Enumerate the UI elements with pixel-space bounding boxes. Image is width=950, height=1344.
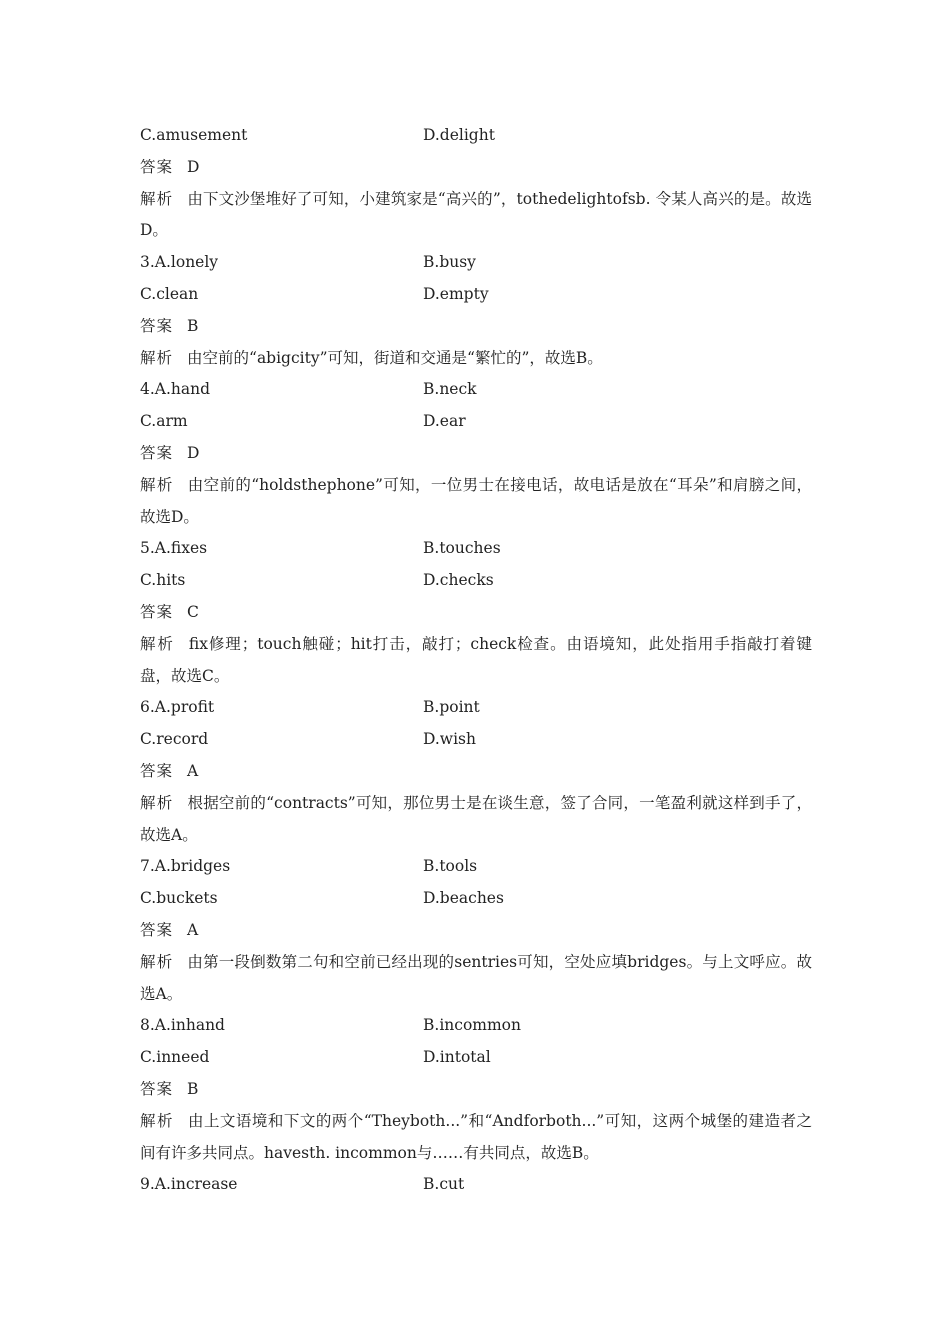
explanation-text: fix修理；touch触碰；hit打击，敲打；check检查。由语境知，此处指用手指敲打着键盘，故选C。 bbox=[140, 634, 812, 685]
option-b: B.neck bbox=[423, 380, 477, 399]
explanation-text: 由第一段倒数第二句和空前已经出现的sentries可知，空处应填bridges。与上文呼应。故选A。 bbox=[140, 952, 812, 1003]
option-d: D.intotal bbox=[423, 1048, 491, 1067]
answer-label: 答案 bbox=[140, 1079, 174, 1098]
answer-label: 答案 bbox=[140, 443, 174, 462]
option-b: B.busy bbox=[423, 253, 476, 272]
option-row bbox=[140, 565, 812, 597]
explanation-label: 解析 bbox=[140, 793, 174, 812]
explanation-label: 解析 bbox=[140, 1111, 174, 1130]
answer-line bbox=[140, 756, 812, 788]
answer-value: A bbox=[187, 761, 199, 780]
explanation-text: 由空前的“abigcity”可知，街道和交通是“繁忙的”，故选B。 bbox=[187, 348, 603, 367]
answer-label: 答案 bbox=[140, 316, 174, 335]
option-a: 5.A.fixes bbox=[140, 539, 208, 558]
answer-line bbox=[140, 1074, 812, 1106]
option-row bbox=[140, 406, 812, 438]
explanation-text: 根据空前的“contracts”可知，那位男士是在谈生意，签了合同，一笔盈利就这样到手了，故选A。 bbox=[140, 793, 812, 844]
option-row bbox=[140, 120, 812, 152]
answer-label: 答案 bbox=[140, 157, 174, 176]
option-a: 7.A.bridges bbox=[140, 857, 231, 876]
explanation-text: 由空前的“holdsthephone”可知，一位男士在接电话，故电话是放在“耳朵”和肩膀之间，故选D。 bbox=[140, 475, 812, 526]
answer-value: C bbox=[187, 602, 199, 621]
answer-value: D bbox=[187, 443, 200, 462]
option-b: B.incommon bbox=[423, 1016, 521, 1035]
answer-line bbox=[140, 152, 812, 184]
option-d: D.delight bbox=[423, 126, 495, 144]
explanation-text: 由下文沙堡堆好了可知，小建筑家是“高兴的”，tothedelightofsb. 令某人高兴的是。故选D。 bbox=[140, 189, 812, 240]
answer-line bbox=[140, 597, 812, 629]
option-c: C.hits bbox=[140, 571, 186, 590]
option-d: D.ear bbox=[423, 412, 466, 431]
option-c: C.amusement bbox=[140, 126, 248, 144]
answer-value: B bbox=[187, 1079, 199, 1098]
explanation-label: 解析 bbox=[140, 952, 174, 971]
option-d: D.checks bbox=[423, 571, 494, 590]
option-a: 8.A.inhand bbox=[140, 1016, 225, 1035]
option-b: B.touches bbox=[423, 539, 501, 558]
explanation-label: 解析 bbox=[140, 475, 174, 494]
explanation-paragraph bbox=[140, 788, 812, 852]
explanation-text: 由上文语境和下文的两个“Theyboth...”和“Andforboth...”可知，这两个城堡的建造者之间有许多共同点。havesth. incommon与……有共同点，故选B。 bbox=[140, 1111, 812, 1162]
option-row bbox=[140, 374, 812, 406]
explanation-label: 解析 bbox=[140, 189, 174, 208]
option-row bbox=[140, 533, 812, 565]
option-a: 3.A.lonely bbox=[140, 253, 219, 272]
option-d: D.empty bbox=[423, 284, 489, 303]
option-row bbox=[140, 1169, 812, 1201]
explanation-label: 解析 bbox=[140, 634, 175, 653]
answer-line bbox=[140, 915, 812, 947]
explanation-paragraph bbox=[140, 184, 812, 248]
answer-value: A bbox=[187, 920, 199, 939]
answer-label: 答案 bbox=[140, 920, 174, 939]
option-c: C.inneed bbox=[140, 1048, 210, 1067]
explanation-label: 解析 bbox=[140, 348, 174, 367]
document-page bbox=[140, 120, 812, 1201]
option-a: 9.A.increase bbox=[140, 1175, 238, 1194]
option-b: B.tools bbox=[423, 857, 478, 876]
option-row bbox=[140, 1042, 812, 1074]
explanation-paragraph bbox=[140, 947, 812, 1011]
explanation-paragraph bbox=[140, 343, 812, 375]
answer-value: D bbox=[187, 157, 200, 176]
option-c: C.clean bbox=[140, 284, 199, 303]
option-c: C.record bbox=[140, 730, 209, 749]
option-row bbox=[140, 883, 812, 915]
answer-line bbox=[140, 311, 812, 343]
option-b: B.point bbox=[423, 698, 480, 717]
option-c: C.buckets bbox=[140, 889, 218, 908]
option-a: 6.A.profit bbox=[140, 698, 215, 717]
explanation-paragraph bbox=[140, 629, 812, 693]
option-c: C.arm bbox=[140, 412, 188, 431]
option-a: 4.A.hand bbox=[140, 380, 211, 399]
option-row bbox=[140, 1010, 812, 1042]
option-b: B.cut bbox=[423, 1175, 465, 1194]
option-row bbox=[140, 279, 812, 311]
answer-value: B bbox=[187, 316, 199, 335]
option-row bbox=[140, 851, 812, 883]
explanation-paragraph bbox=[140, 470, 812, 534]
option-row bbox=[140, 247, 812, 279]
answer-line bbox=[140, 438, 812, 470]
answer-label: 答案 bbox=[140, 761, 174, 780]
explanation-paragraph bbox=[140, 1106, 812, 1170]
option-row bbox=[140, 692, 812, 724]
option-d: D.wish bbox=[423, 730, 476, 749]
option-row bbox=[140, 724, 812, 756]
option-d: D.beaches bbox=[423, 889, 504, 908]
answer-label: 答案 bbox=[140, 602, 174, 621]
